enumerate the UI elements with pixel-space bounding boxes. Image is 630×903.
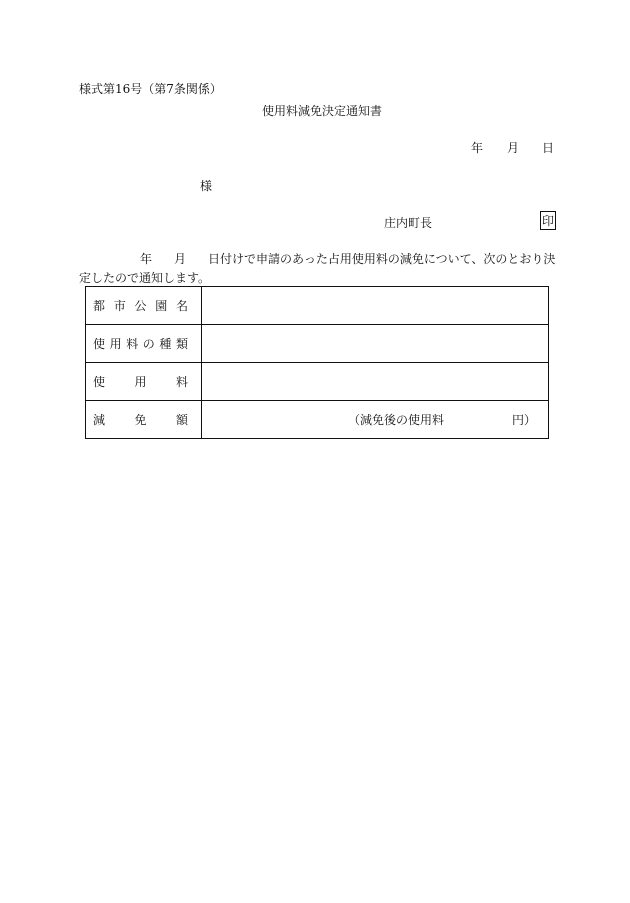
label-char: 市 bbox=[113, 299, 126, 313]
park-name-field[interactable] bbox=[202, 287, 549, 325]
label-char: 公 bbox=[134, 299, 147, 313]
notice-body-line-1 bbox=[79, 250, 569, 269]
row-label-fee bbox=[86, 363, 202, 401]
label-char: 用 bbox=[109, 337, 122, 351]
document-title: 使用料減免決定通知書 bbox=[262, 104, 383, 118]
post-reduction-fee-label: （減免後の使用料 bbox=[348, 413, 445, 427]
reduction-details-table bbox=[85, 286, 549, 439]
label-char: 類 bbox=[175, 337, 188, 351]
fee-type-field[interactable] bbox=[202, 325, 549, 363]
issuer-name: 庄内町長 bbox=[384, 216, 433, 230]
form-number: 様式第16号（第7条関係） bbox=[79, 82, 222, 96]
post-reduction-fee-note bbox=[202, 411, 548, 428]
notice-body-line-2: 定したので通知します。 bbox=[79, 271, 211, 285]
label-char: 用 bbox=[134, 375, 147, 389]
table-row bbox=[86, 401, 549, 439]
row-label-park-name bbox=[86, 287, 202, 325]
yen-unit: 円） bbox=[512, 413, 537, 427]
notice-body bbox=[79, 250, 569, 288]
label-char: 料 bbox=[126, 337, 139, 351]
fee-field[interactable] bbox=[202, 363, 549, 401]
table-row bbox=[86, 287, 549, 325]
body-month-label: 月 bbox=[174, 252, 187, 266]
label-char: 使 bbox=[93, 375, 106, 389]
label-char: 減 bbox=[93, 413, 106, 427]
row-label-fee-type bbox=[86, 325, 202, 363]
date-day-label: 日 bbox=[542, 141, 555, 155]
date-year-label: 年 bbox=[471, 141, 484, 155]
label-char: の bbox=[142, 337, 155, 351]
label-char: 都 bbox=[93, 299, 106, 313]
label-char: 名 bbox=[175, 299, 188, 313]
label-char: 使 bbox=[93, 337, 106, 351]
label-char: 料 bbox=[175, 375, 188, 389]
date-month-label: 月 bbox=[507, 141, 520, 155]
table-row bbox=[86, 325, 549, 363]
label-char: 免 bbox=[134, 413, 147, 427]
reduction-amount-field[interactable] bbox=[202, 401, 549, 439]
row-label-reduction-amount bbox=[86, 401, 202, 439]
body-text-rest: 日付けで申請のあった占用使用料の減免について、次のとおり決 bbox=[208, 252, 556, 266]
label-char: 額 bbox=[175, 413, 188, 427]
body-year-label: 年 bbox=[140, 252, 153, 266]
table-row bbox=[86, 363, 549, 401]
label-char: 園 bbox=[155, 299, 168, 313]
label-char: 種 bbox=[159, 337, 172, 351]
recipient-honorific: 様 bbox=[200, 179, 213, 193]
seal-box: 印 bbox=[540, 211, 556, 230]
